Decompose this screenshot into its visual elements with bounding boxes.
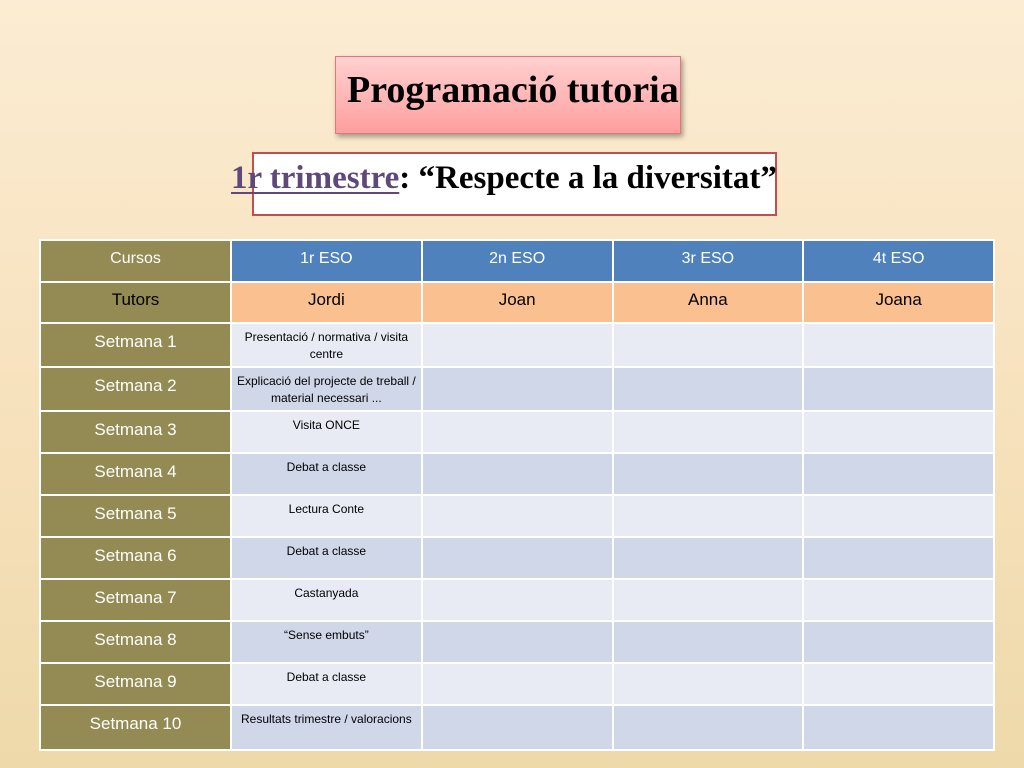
activity-cell: Presentació / normativa / visita centre [231,323,422,367]
slide-title: Programació tutoria [347,69,679,111]
term-label: 1r trimestre [231,160,400,196]
empty-cell [803,453,994,495]
week-row [40,411,994,453]
week-row [40,453,994,495]
empty-cell [613,537,804,579]
empty-cell [422,453,613,495]
empty-cell [803,367,994,411]
empty-cell [613,663,804,705]
empty-cell [803,537,994,579]
week-label: Setmana 8 [40,621,231,663]
empty-cell [803,705,994,750]
tutor-name: Anna [613,282,804,323]
week-row [40,537,994,579]
empty-cell [613,367,804,411]
empty-cell [803,323,994,367]
empty-cell [422,537,613,579]
empty-cell [613,411,804,453]
week-label: Setmana 2 [40,367,231,411]
activity-cell: Debat a classe [231,663,422,705]
empty-cell [803,495,994,537]
empty-cell [803,579,994,621]
course-header: 3r ESO [613,240,804,282]
empty-cell [422,495,613,537]
activity-cell: Explicació del projecte de treball / material necessari ... [231,367,422,411]
empty-cell [803,663,994,705]
empty-cell [422,323,613,367]
empty-cell [422,367,613,411]
subtitle [231,160,777,197]
week-row [40,495,994,537]
empty-cell [613,705,804,750]
week-label: Setmana 5 [40,495,231,537]
schedule-table [39,239,995,751]
empty-cell [422,705,613,750]
course-header: 1r ESO [231,240,422,282]
tutor-name: Jordi [231,282,422,323]
empty-cell [422,579,613,621]
course-header: 2n ESO [422,240,613,282]
empty-cell [422,663,613,705]
week-label: Setmana 3 [40,411,231,453]
week-label: Setmana 7 [40,579,231,621]
week-row [40,621,994,663]
week-label: Setmana 4 [40,453,231,495]
header-row [40,240,994,282]
activity-cell: Lectura Conte [231,495,422,537]
activity-cell: Visita ONCE [231,411,422,453]
tutor-name: Joan [422,282,613,323]
empty-cell [613,453,804,495]
empty-cell [613,495,804,537]
empty-cell [803,621,994,663]
week-row [40,579,994,621]
courses-header: Cursos [40,240,231,282]
tutor-name: Joana [803,282,994,323]
activity-cell: Debat a classe [231,537,422,579]
week-row [40,663,994,705]
week-label: Setmana 1 [40,323,231,367]
empty-cell [422,411,613,453]
week-label: Setmana 9 [40,663,231,705]
empty-cell [613,621,804,663]
empty-cell [613,579,804,621]
week-row [40,705,994,750]
week-row [40,323,994,367]
activity-cell: Resultats trimestre / valoracions [231,705,422,750]
empty-cell [613,323,804,367]
subtitle-separator: : [399,160,419,196]
week-label: Setmana 10 [40,705,231,750]
activity-cell: “Sense embuts” [231,621,422,663]
empty-cell [803,411,994,453]
term-theme: “Respecte a la diversitat” [418,160,777,196]
empty-cell [422,621,613,663]
tutors-row [40,282,994,323]
tutors-label: Tutors [40,282,231,323]
activity-cell: Debat a classe [231,453,422,495]
course-header: 4t ESO [803,240,994,282]
week-row [40,367,994,411]
activity-cell: Castanyada [231,579,422,621]
week-label: Setmana 6 [40,537,231,579]
